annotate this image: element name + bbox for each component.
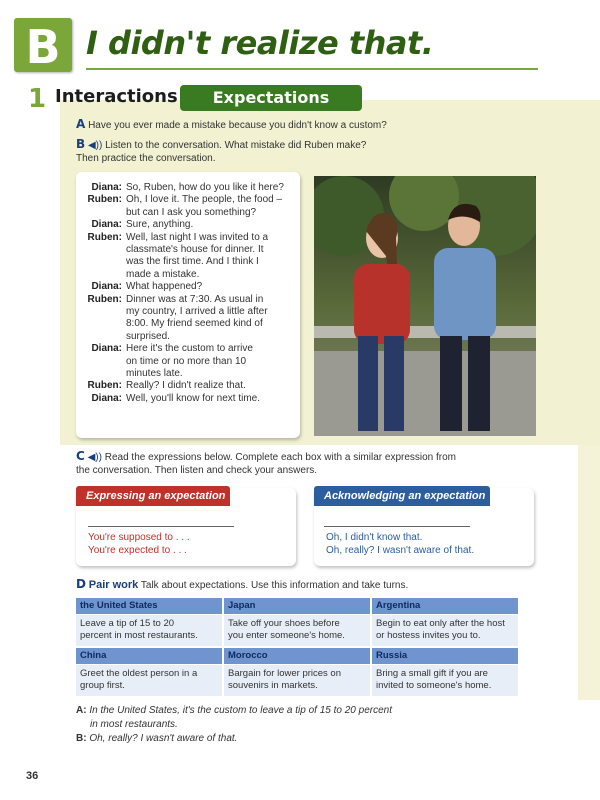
expressing-item: You're supposed to . . .	[88, 532, 190, 543]
speaker-name: Diana:	[91, 219, 122, 231]
model-a-label: A:	[76, 705, 87, 716]
speech-line: classmate's house for dinner. It	[126, 244, 264, 255]
expressing-heading: Expressing an expectation	[76, 486, 230, 506]
country-heading: Argentina	[372, 598, 518, 614]
photo-two-students	[314, 176, 536, 436]
custom-line: Take off your shoes before	[228, 618, 340, 629]
speech-line: was the first time. And I think I	[126, 256, 259, 268]
custom-line: Leave a tip of 15 to 20	[80, 618, 175, 629]
speaker-name: Diana:	[91, 182, 122, 193]
speech-line: Oh, I love it. The people, the food –	[126, 194, 283, 206]
lesson-letter: B	[25, 20, 61, 74]
model-a-line1: In the United States, it's the custom to leave a tip of 15 to 20 percent	[89, 705, 392, 716]
country-heading: Morocco	[224, 648, 370, 664]
expressing-item: You're expected to . . .	[88, 545, 187, 556]
title-divider	[86, 68, 538, 70]
custom-description	[372, 615, 518, 646]
custom-line: Bargain for lower prices on	[228, 668, 341, 679]
speech-text	[126, 281, 296, 293]
country-heading: Japan	[224, 598, 370, 614]
section-tag: Expectations	[180, 85, 362, 111]
speech-line: Here it's the custom to arrive	[126, 343, 253, 355]
acknowledging-item: Oh, I didn't know that.	[326, 532, 423, 543]
acknowledging-blank[interactable]	[324, 526, 470, 527]
speech-text	[126, 343, 296, 380]
part-d-text: Talk about expectations. Use this information and take turns.	[140, 580, 409, 591]
custom-line: or hostess invites you to.	[376, 630, 481, 641]
speaker-name: Diana:	[91, 281, 122, 293]
country-heading: Russia	[372, 648, 518, 664]
part-c-line1: Read the expressions below. Complete each box with a similar expression from	[104, 452, 457, 463]
custom-line: Begin to eat only after the host	[376, 618, 505, 629]
custom-line: souvenirs in markets.	[228, 680, 318, 691]
speaker-name: Ruben:	[87, 231, 122, 243]
speaker-name: Diana:	[91, 392, 122, 404]
part-b	[76, 138, 366, 165]
country-heading: the United States	[76, 598, 222, 614]
speech-text	[126, 393, 296, 405]
speech-line: but can I ask you something?	[126, 206, 257, 218]
acknowledging-item: Oh, really? I wasn't aware of that.	[326, 545, 475, 556]
audio-icon-c[interactable]: ◀))	[87, 452, 102, 463]
model-b-label: B:	[76, 733, 87, 744]
speech-line: made a mistake.	[126, 268, 200, 280]
speech-text	[126, 219, 296, 231]
model-a-line2: in most restaurants.	[90, 719, 178, 730]
expressing-blank[interactable]	[88, 526, 234, 527]
custom-description	[76, 665, 222, 696]
page-number: 36	[26, 770, 39, 782]
section-number: 1	[28, 84, 47, 114]
part-a-letter: A	[76, 117, 86, 131]
pair-work-label: Pair work	[88, 579, 139, 591]
custom-line: invited to someone's home.	[376, 680, 492, 691]
conversation-box	[76, 172, 300, 438]
speech-line: Sure, anything.	[126, 219, 194, 231]
part-b-line2: Then practice the conversation.	[76, 153, 216, 164]
part-d	[76, 578, 408, 592]
customs-table	[76, 598, 520, 694]
custom-line: Greet the oldest person in a	[80, 668, 198, 679]
speech-line: minutes late.	[126, 368, 183, 379]
speech-line: Dinner was at 7:30. As usual in	[126, 293, 264, 305]
part-b-line1: Listen to the conversation. What mistake did Ruben make?	[105, 140, 367, 151]
country-heading: China	[76, 648, 222, 664]
custom-line: percent in most restaurants.	[80, 630, 198, 641]
acknowledging-heading: Acknowledging an expectation	[314, 486, 490, 506]
part-a-text: Have you ever made a mistake because you didn't know a custom?	[88, 120, 387, 131]
part-a	[76, 118, 387, 132]
speech-line: 8:00. My friend seemed kind of	[126, 318, 263, 330]
audio-icon[interactable]: ◀))	[87, 140, 103, 151]
speech-text	[126, 232, 296, 282]
custom-line: you enter someone's home.	[228, 630, 345, 641]
speech-text	[126, 182, 296, 194]
custom-line: Bring a small gift if you are	[376, 668, 488, 679]
lesson-badge	[14, 18, 72, 72]
model-dialogue	[76, 704, 392, 746]
speech-text	[126, 194, 296, 219]
custom-description	[76, 615, 222, 646]
custom-description	[224, 615, 370, 646]
speaker-name: Diana:	[91, 343, 122, 355]
speech-line: What happened?	[126, 281, 203, 293]
speech-line: Really? I didn't realize that.	[126, 380, 246, 392]
section-name: Interactions	[55, 86, 178, 107]
photo-illustration	[314, 176, 536, 436]
custom-description	[224, 665, 370, 696]
part-c-letter: C	[76, 449, 85, 463]
speech-line: my country, I arrived a little after	[126, 306, 268, 317]
model-b-line: Oh, really? I wasn't aware of that.	[89, 733, 238, 744]
speech-text	[126, 294, 296, 344]
speaker-name: Ruben:	[87, 194, 122, 206]
speaker-name: Ruben:	[87, 380, 122, 392]
speaker-name: Ruben:	[87, 293, 122, 305]
speech-line: So, Ruben, how do you like it here?	[126, 182, 284, 193]
speech-text	[126, 380, 296, 392]
part-c	[76, 450, 456, 477]
custom-description	[372, 665, 518, 696]
speech-line: Well, last night I was invited to a	[126, 231, 269, 243]
custom-line: group first.	[80, 680, 125, 691]
part-d-letter: D	[76, 577, 86, 591]
speech-line: surprised.	[126, 330, 170, 342]
lesson-title: I didn't realize that.	[86, 24, 434, 62]
part-c-line2: the conversation. Then listen and check your answers.	[76, 465, 318, 476]
speech-line: on time or no more than 10	[126, 355, 247, 367]
speech-line: Well, you'll know for next time.	[126, 392, 260, 404]
part-b-letter: B	[76, 137, 86, 151]
